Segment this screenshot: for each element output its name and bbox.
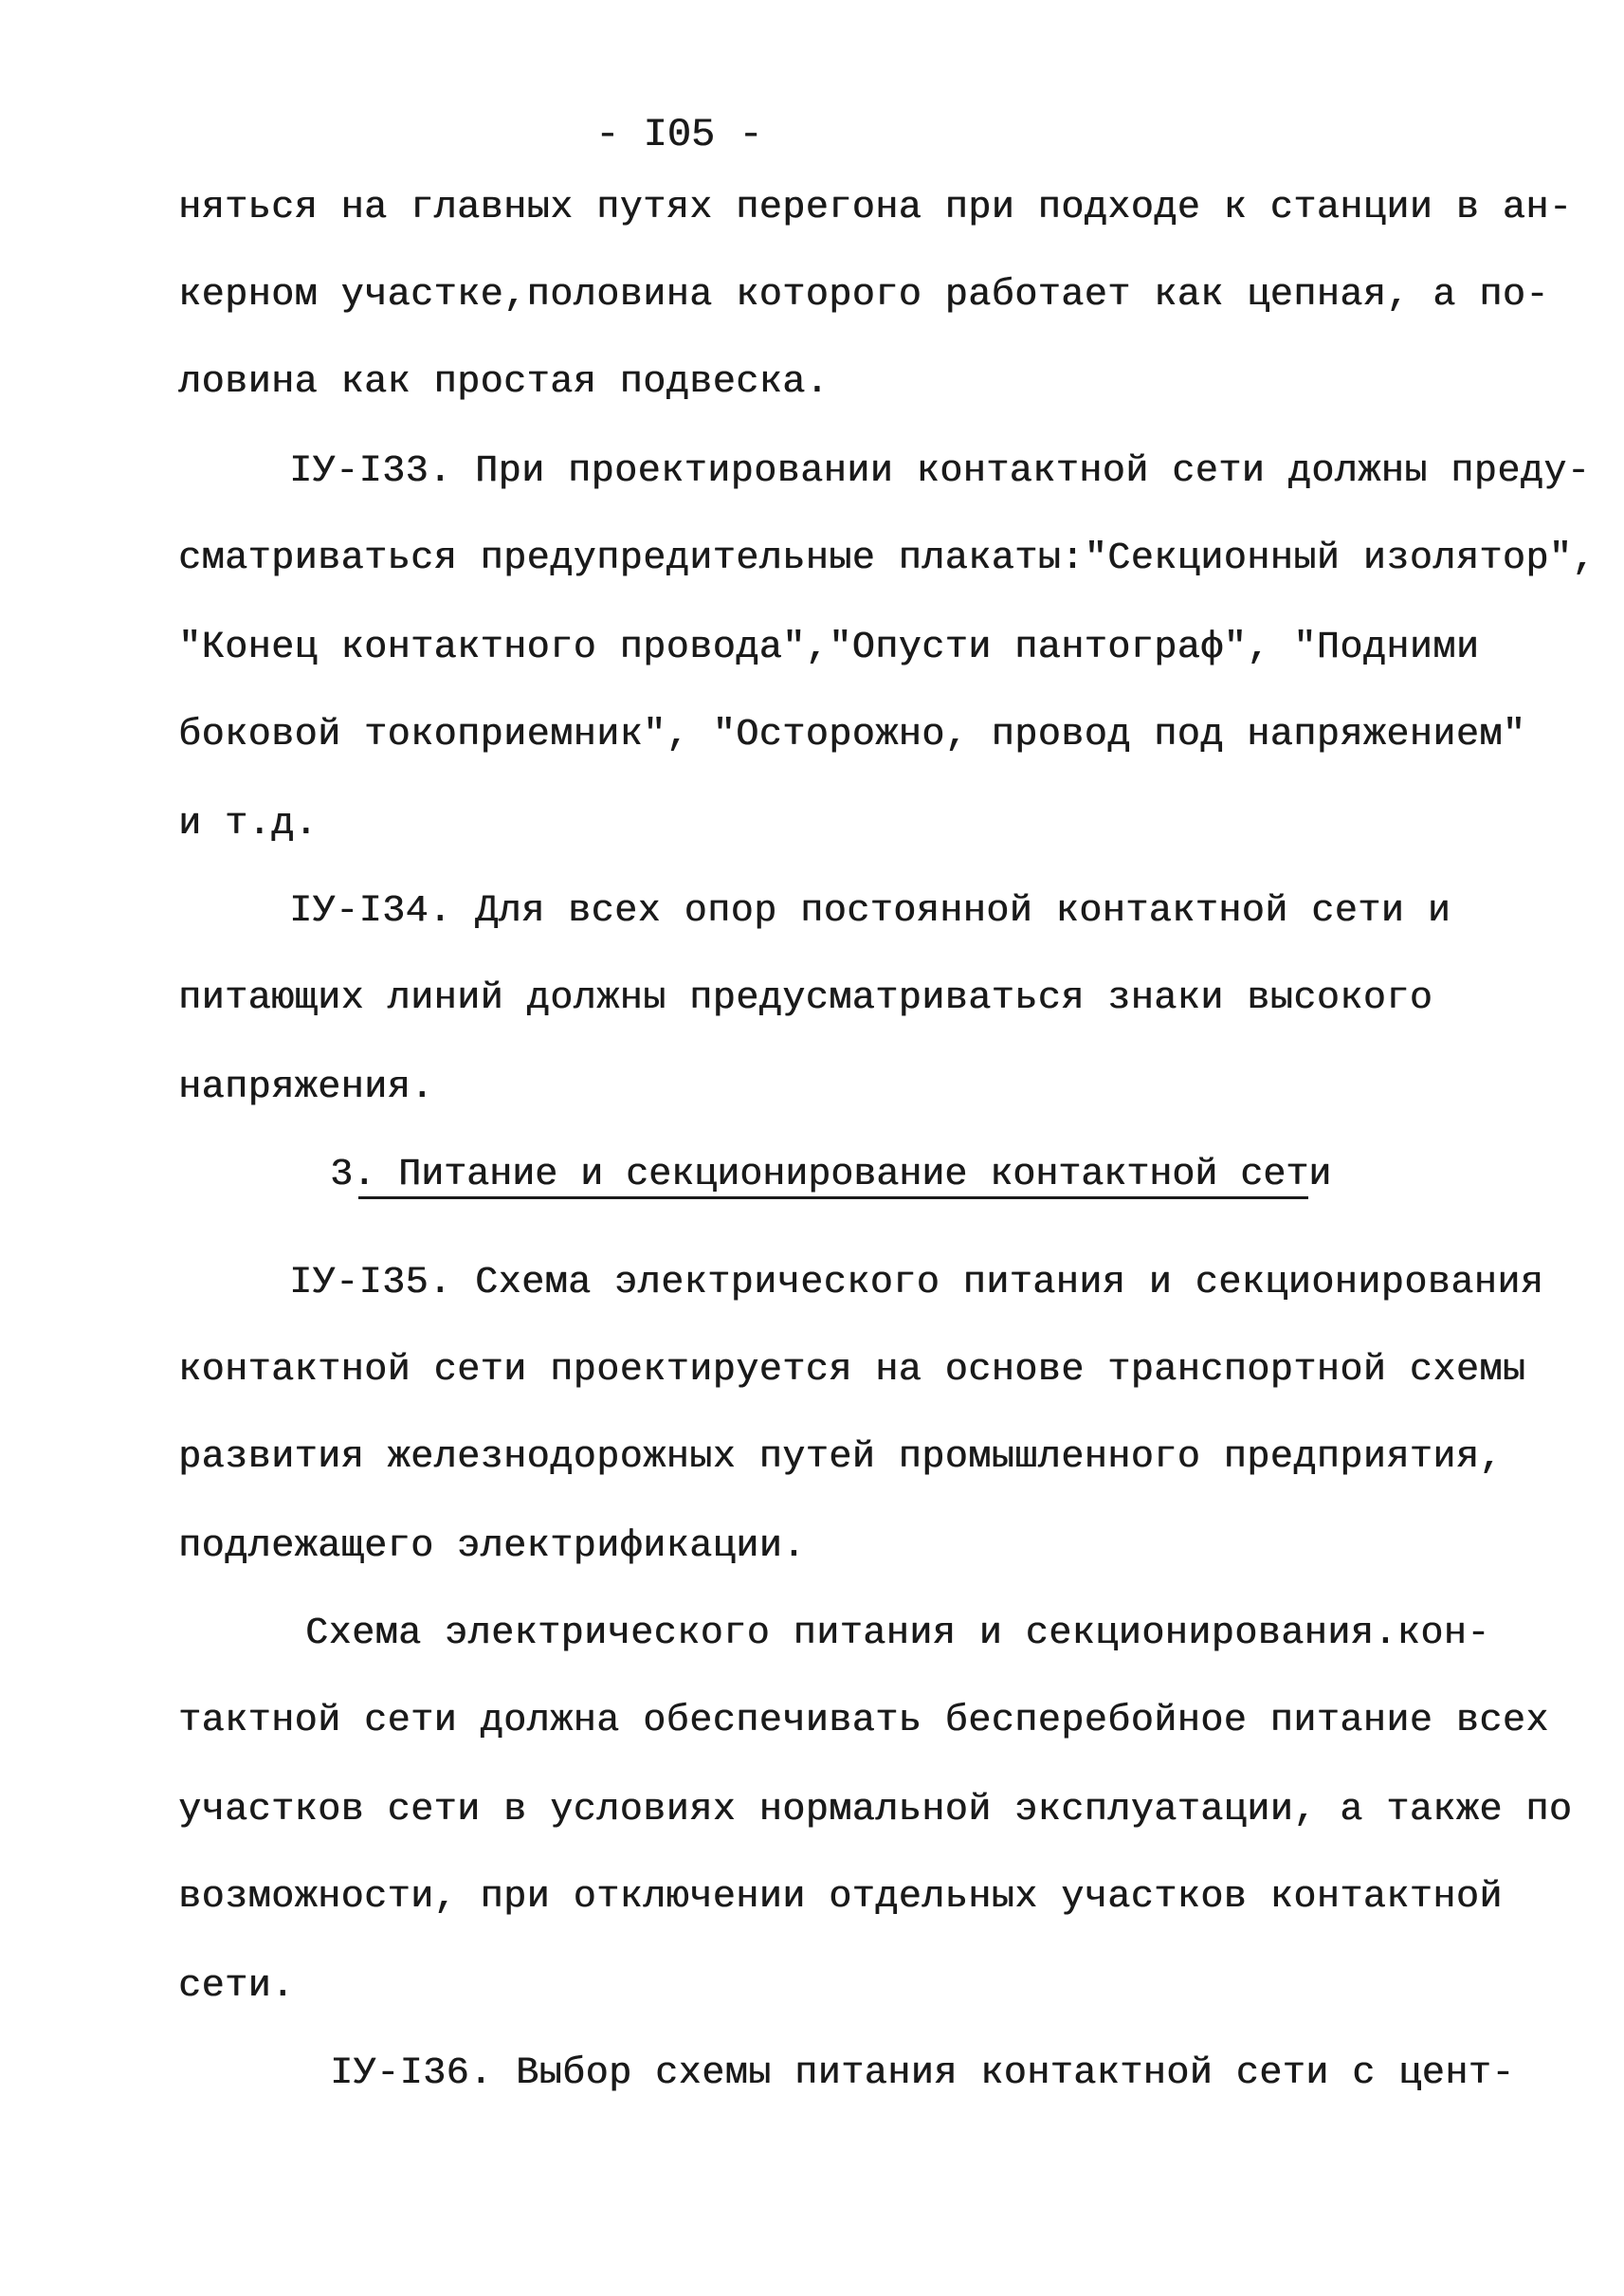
text-line: IУ-I33. При проектировании контактной сети должны преду- [289, 450, 1591, 493]
text-line: ловина как простая подвеска. [178, 361, 830, 404]
text-line: "Конец контактного провода","Опусти пантограф", "Подними [178, 627, 1480, 669]
text-line: боковой токоприемник", "Осторожно, провод под напряжением" [178, 714, 1526, 756]
text-line: Схема электрического питания и секционирования.кон- [305, 1613, 1490, 1655]
text-line: няться на главных путях перегона при подходе к станции в ан- [178, 187, 1573, 229]
text-line: тактной сети должна обеспечивать бесперебойное питание всех [178, 1700, 1549, 1742]
text-line: сети. [178, 1965, 295, 2008]
text-line: сматриваться предупредительные плакаты:"Секционный изолятор", [178, 538, 1596, 580]
page-number: - I05 - [595, 112, 763, 157]
text-line: подлежащего электрификации. [178, 1525, 806, 1568]
text-line: питающих линий должны предусматриваться знаки высокого [178, 977, 1433, 1020]
text-line: напряжения. [178, 1066, 434, 1109]
text-line: IУ-I34. Для всех опор постоянной контактной сети и [289, 890, 1451, 933]
text-line: возможности, при отключении отдельных участков контактной [178, 1876, 1503, 1919]
text-line: контактной сети проектируется на основе транспортной схемы [178, 1349, 1526, 1392]
section-heading-underline [358, 1196, 1308, 1199]
section-heading: 3. Питание и секционирование контактной сети [330, 1154, 1332, 1196]
text-line: IУ-I35. Схема электрического питания и секционирования [289, 1262, 1544, 1304]
text-line: и т.д. [178, 803, 319, 846]
text-line: участков сети в условиях нормальной эксплуатации, а также по [178, 1789, 1573, 1831]
text-line: керном участке,половина которого работает как цепная, а по- [178, 274, 1549, 317]
text-line: развития железнодорожных путей промышленного предприятия, [178, 1436, 1503, 1479]
text-line: IУ-I36. Выбор схемы питания контактной сети с цент- [330, 2052, 1515, 2095]
